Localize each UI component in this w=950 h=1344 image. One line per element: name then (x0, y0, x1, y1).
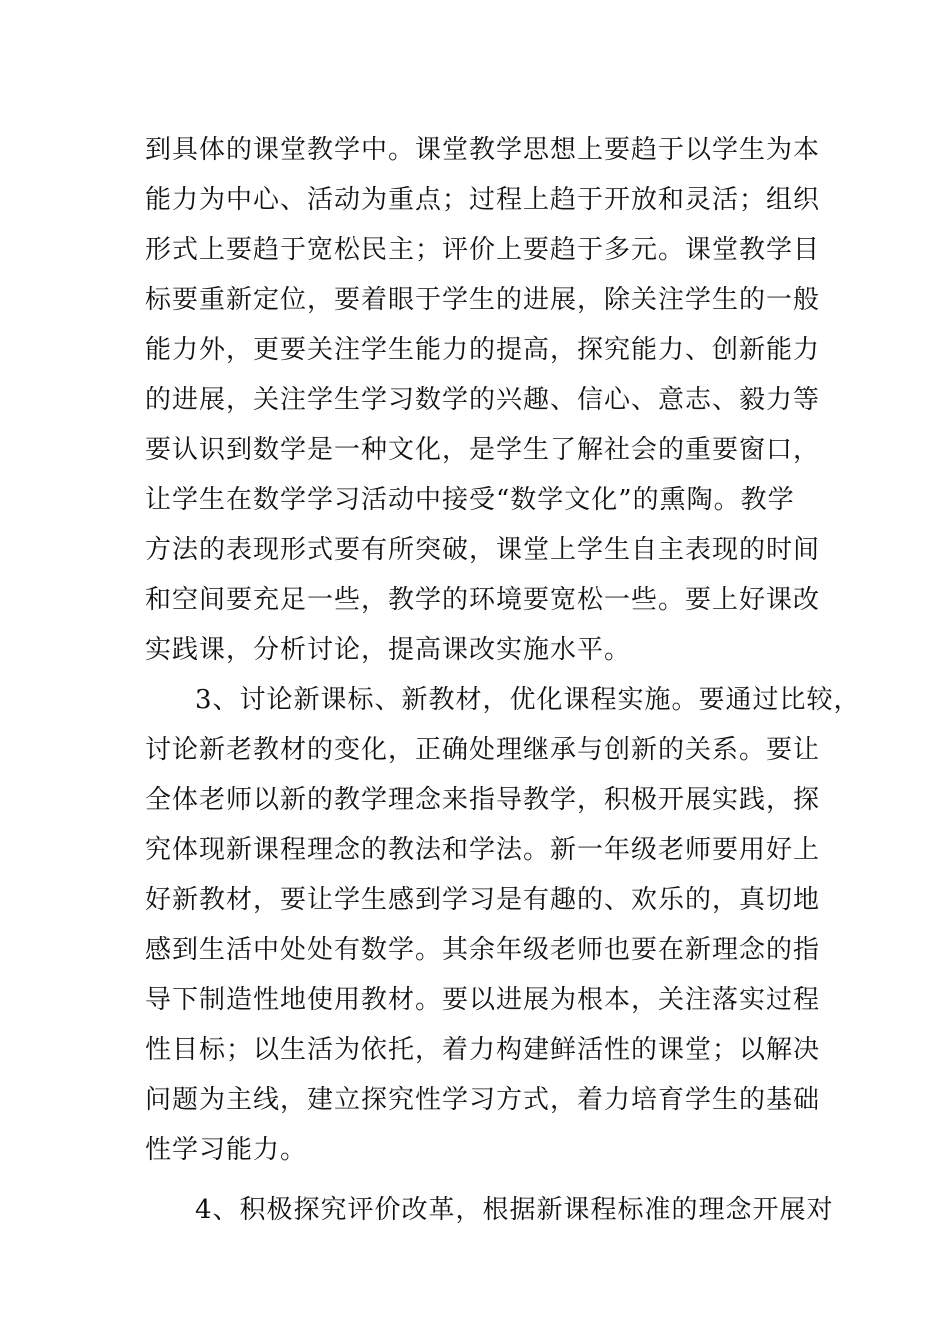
text-line: 感到生活中处处有数学。其余年级老师也要在新理念的指 (145, 935, 821, 965)
text-line: 要认识到数学是一种文化，是学生了解社会的重要窗口， (145, 435, 821, 465)
paragraph-3-start: 3、讨论新课标、新教材，优化课程实施。要通过比较， (195, 685, 861, 715)
text-line: 到具体的课堂教学中。课堂教学思想上要趋于以学生为本 (145, 135, 821, 165)
paragraph-4-start: 4、积极探究评价改革，根据新课程标准的理念开展对 (195, 1195, 834, 1225)
text-line: 能力外，更要关注学生能力的提高，探究能力、创新能力 (145, 335, 821, 365)
text-line: 能力为中心、活动为重点；过程上趋于开放和灵活；组织 (145, 185, 821, 215)
text-line: 讨论新老教材的变化，正确处理继承与创新的关系。要让 (145, 735, 821, 765)
text-line: 让学生在数学学习活动中接受“数学文化”的熏陶。教学 (145, 485, 795, 515)
text-line: 问题为主线，建立探究性学习方式，着力培育学生的基础 (145, 1085, 821, 1115)
text-line: 导下制造性地使用教材。要以进展为根本，关注落实过程 (145, 985, 821, 1015)
text-line: 的进展，关注学生学习数学的兴趣、信心、意志、毅力等 (145, 385, 821, 415)
text-line: 好新教材，要让学生感到学习是有趣的、欢乐的，真切地 (145, 885, 821, 915)
text-line: 形式上要趋于宽松民主；评价上要趋于多元。课堂教学目 (145, 235, 821, 265)
text-line: 全体老师以新的教学理念来指导教学，积极开展实践，探 (145, 785, 821, 815)
text-line: 究体现新课程理念的教法和学法。新一年级老师要用好上 (145, 835, 821, 865)
text-line: 性目标；以生活为依托，着力构建鲜活性的课堂；以解决 (145, 1035, 821, 1065)
text-line: 方法的表现形式要有所突破，课堂上学生自主表现的时间 (145, 535, 821, 565)
text-line: 实践课，分析讨论，提高课改实施水平。 (145, 635, 632, 665)
text-line: 性学习能力。 (145, 1135, 308, 1165)
text-line: 标要重新定位，要着眼于学生的进展，除关注学生的一般 (145, 285, 821, 315)
text-line: 和空间要充足一些，教学的环境要宽松一些。要上好课改 (145, 585, 821, 615)
